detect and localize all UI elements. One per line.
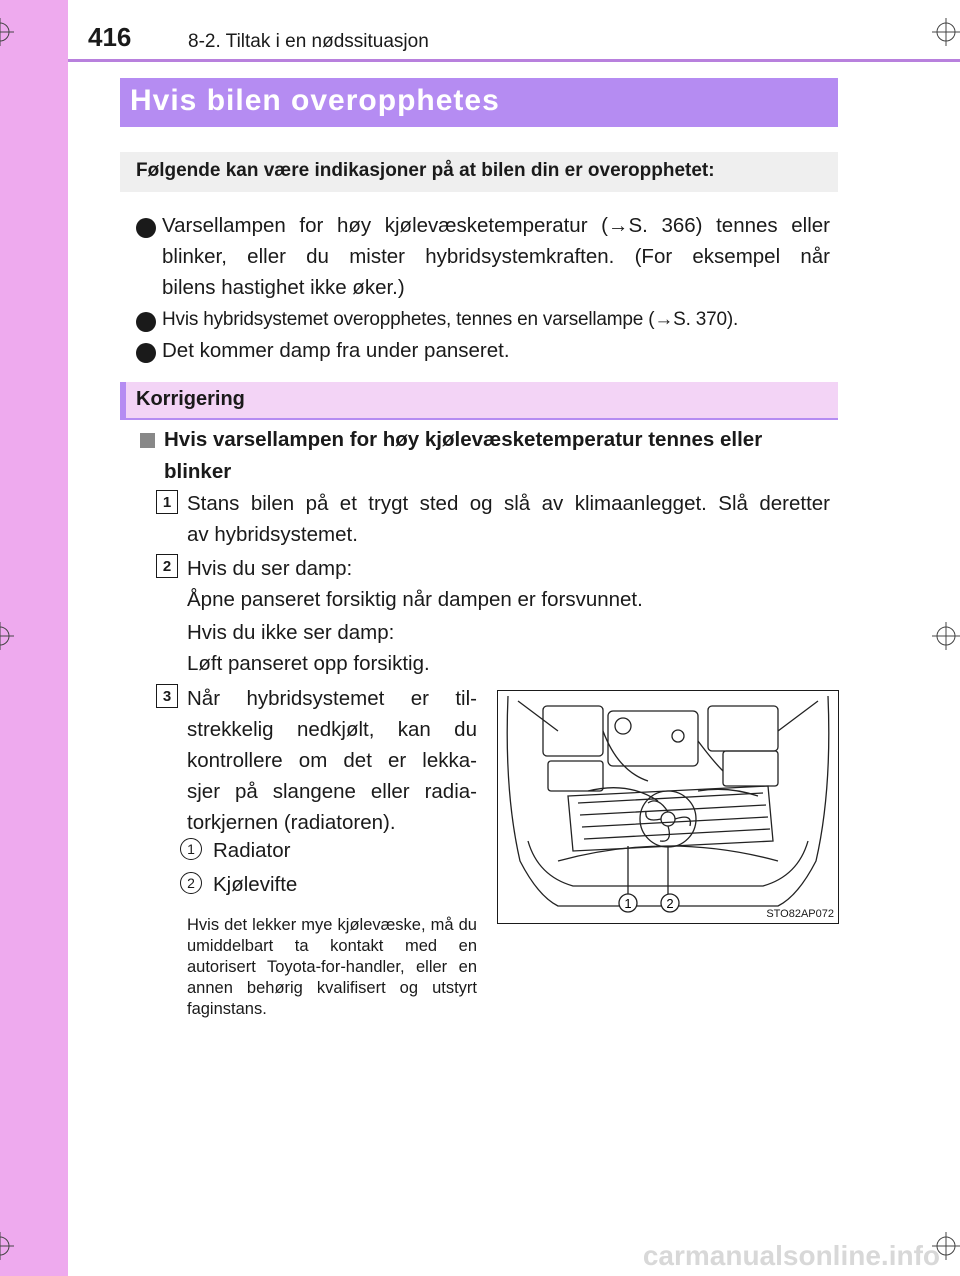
- page-number: 416: [88, 22, 132, 52]
- crop-mark-icon: [932, 622, 960, 650]
- section-label: 8-2. Tiltak i en nødssituasjon: [188, 31, 429, 52]
- engine-bay-illustration: [497, 690, 839, 924]
- leak-note: Hvis det lekker mye kjølevæske, må du umiddelbart ta kontakt med en autorisert Toyota-for-handler, eller en annen behørig kvalifisert og utstyrt faginstans.: [187, 916, 477, 1018]
- bullet-dot: [136, 218, 156, 238]
- callout-label-fan: Kjølevifte: [213, 873, 298, 896]
- figure-callout-1: 1: [624, 896, 632, 911]
- bullet-dot: [136, 312, 156, 332]
- indications-heading: Følgende kan være indikasjoner på at bilen din er overopphetet:: [136, 160, 715, 181]
- step-2-line-2: Åpne panseret forsiktig når dampen er forsvunnet.: [187, 588, 643, 611]
- step-3-line-5: torkjernen (radiatoren).: [187, 811, 396, 834]
- header-rule: [68, 59, 960, 62]
- callout-label-radiator: Radiator: [213, 839, 291, 862]
- bullet-2-text: Hvis hybridsystemet overopphetes, tennes en varsellampe (→S. 370).: [162, 309, 739, 330]
- square-bullet: [140, 433, 155, 448]
- step-number-2: 2: [156, 554, 178, 578]
- crop-mark-icon: [0, 18, 14, 46]
- figure-code: STO82AP072: [766, 908, 834, 920]
- crop-mark-icon: [0, 1232, 14, 1260]
- section-accent: [120, 382, 126, 418]
- section-bar: [120, 382, 838, 420]
- callout-number-2: 2: [180, 872, 202, 894]
- section-title: Korrigering: [136, 388, 245, 410]
- bullet-1-line-1: Varsellampen for høy kjølevæsketemperatur (→S. 366) tennes eller: [162, 214, 830, 237]
- step-3-line-1: Når hybridsystemet er til-: [187, 687, 477, 710]
- step-3-line-2: strekkelig nedkjølt, kan du: [187, 718, 477, 741]
- crop-mark-icon: [0, 622, 14, 650]
- step-2-line-3: Hvis du ikke ser damp:: [187, 621, 395, 644]
- subheading: Hvis varsellampen for høy kjølevæsketemperatur tennes eller blinker: [164, 428, 763, 483]
- step-number-1: 1: [156, 490, 178, 514]
- bullet-3-text: Det kommer damp fra under panseret.: [162, 339, 510, 362]
- step-2-line-1: Hvis du ser damp:: [187, 557, 353, 580]
- step-3-line-4: sjer på slangene eller radia-: [187, 780, 477, 803]
- bullet-1-line-3: bilens hastighet ikke øker.): [162, 276, 405, 299]
- callout-number-1: 1: [180, 838, 202, 860]
- figure-callout-2: 2: [666, 896, 674, 911]
- page-title: Hvis bilen overopphetes: [130, 84, 500, 117]
- watermark: carmanualsonline.info: [642, 1240, 940, 1271]
- bullet-dot: [136, 343, 156, 363]
- bullet-1-line-2: blinker, eller du mister hybridsystemkraften. (For eksempel når: [162, 245, 830, 268]
- crop-mark-icon: [932, 18, 960, 46]
- title-bar: [120, 78, 838, 127]
- indications-box: [120, 152, 838, 192]
- step-number-3: 3: [156, 684, 178, 708]
- step-2-line-4: Løft panseret opp forsiktig.: [187, 652, 430, 675]
- step-1-line-2: av hybridsystemet.: [187, 523, 358, 546]
- step-3-line-3: kontrollere om det er lekka-: [187, 749, 477, 772]
- step-1-line-1: Stans bilen på et trygt sted og slå av klimaanlegget. Slå deretter: [187, 492, 830, 515]
- engine-bay-drawing: [498, 691, 838, 923]
